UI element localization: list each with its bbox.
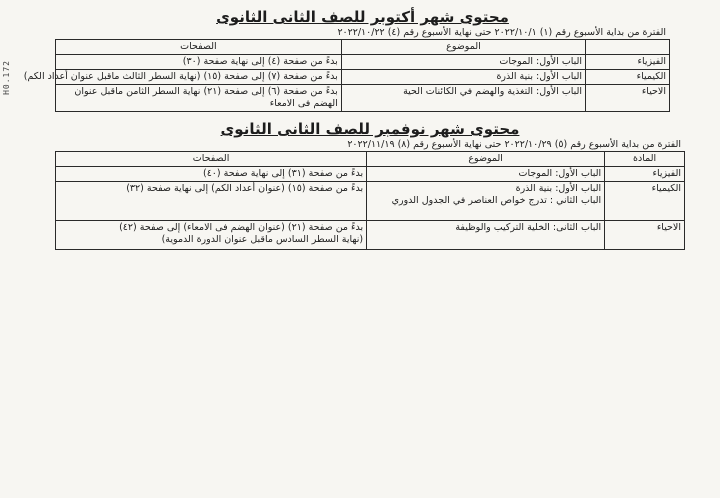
row-topic	[367, 182, 605, 221]
header-topic: الموضوع	[341, 40, 585, 55]
table-row	[56, 167, 685, 182]
table-header-row	[56, 40, 670, 55]
row-topic-line: الباب الأول: بنية الذرة	[515, 183, 602, 194]
october-section	[23, 8, 670, 112]
row-subject: الفيزياء	[605, 167, 685, 182]
row-subject: الاحياء	[586, 85, 670, 112]
november-period: الفترة من بداية الأسبوع رقم (٥) ٢٠٢٢/١٠/٢٩ حتى نهاية الأسبوع رقم (٨) ٢٠٢٢/١١/١٩	[347, 139, 681, 150]
header-subject: المادة	[605, 152, 685, 167]
header-subject	[586, 40, 670, 55]
table-row	[56, 85, 670, 112]
side-reference-mark: H0.172	[2, 60, 11, 95]
row-topic: الباب الأول: التغذية والهضم في الكائنات الحية	[341, 85, 585, 112]
october-title: محتوى شهر أكتوبر للصف الثانى الثانوى	[216, 8, 509, 26]
row-topic: الباب الثانى: الخلية التركيب والوظيفة	[367, 221, 605, 250]
row-pages: بدءً من صفحة (٣١) إلى نهاية صفحة (٤٠)	[56, 167, 367, 182]
row-topic: الباب الأول: بنية الذرة	[341, 70, 585, 85]
row-pages: بدءً من صفحة (٦) إلى صفحة (٢١) نهاية السطر الثامن ماقبل عنوان الهضم فى الامعاء	[56, 85, 342, 112]
november-table	[55, 151, 685, 250]
table-header-row	[56, 152, 685, 167]
november-section	[55, 120, 685, 250]
row-topic: الباب الأول: الموجات	[341, 55, 585, 70]
row-topic-line: الباب الثاني : تدرج خواص العناصر في الجدول الدوري	[391, 195, 602, 206]
row-pages-line: بدءً من صفحة (٢١) (عنوان الهضم فى الامعاء) إلى صفحة (٤٢)	[119, 222, 364, 233]
header-pages: الصفحات	[56, 40, 342, 55]
header-pages: الصفحات	[56, 152, 367, 167]
table-row	[56, 70, 670, 85]
row-pages: بدءً من صفحة (١٥) (عنوان أعداد الكم) إلى نهاية صفحة (٣٢)	[56, 182, 367, 221]
row-pages-line: (نهاية السطر السادس ماقبل عنوان الدورة الدموية)	[161, 234, 364, 245]
row-pages: بدءً من صفحة (٤) إلى نهاية صفحة (٣٠)	[56, 55, 342, 70]
row-pages: بدءً من صفحة (٧) إلى صفحة (١٥) (نهاية السطر الثالث ماقبل عنوان أعداد الكم)	[56, 70, 342, 85]
table-row	[56, 182, 685, 221]
header-topic: الموضوع	[367, 152, 605, 167]
row-subject: الفيزياء	[586, 55, 670, 70]
table-row	[56, 55, 670, 70]
november-title: محتوى شهر نوفمبر للصف الثانى الثانوى	[220, 120, 520, 138]
row-subject: الكيمياء	[586, 70, 670, 85]
row-subject: الكيمياء	[605, 182, 685, 221]
row-topic: الباب الأول: الموجات	[367, 167, 605, 182]
row-pages	[56, 221, 367, 250]
october-table	[23, 39, 670, 112]
table-row	[56, 221, 685, 250]
october-period: الفترة من بداية الأسبوع رقم (١) ٢٠٢٢/١٠/١ حتى نهاية الأسبوع رقم (٤) ٢٠٢٢/١٠/٢٢	[337, 27, 666, 38]
row-subject: الاحياء	[605, 221, 685, 250]
